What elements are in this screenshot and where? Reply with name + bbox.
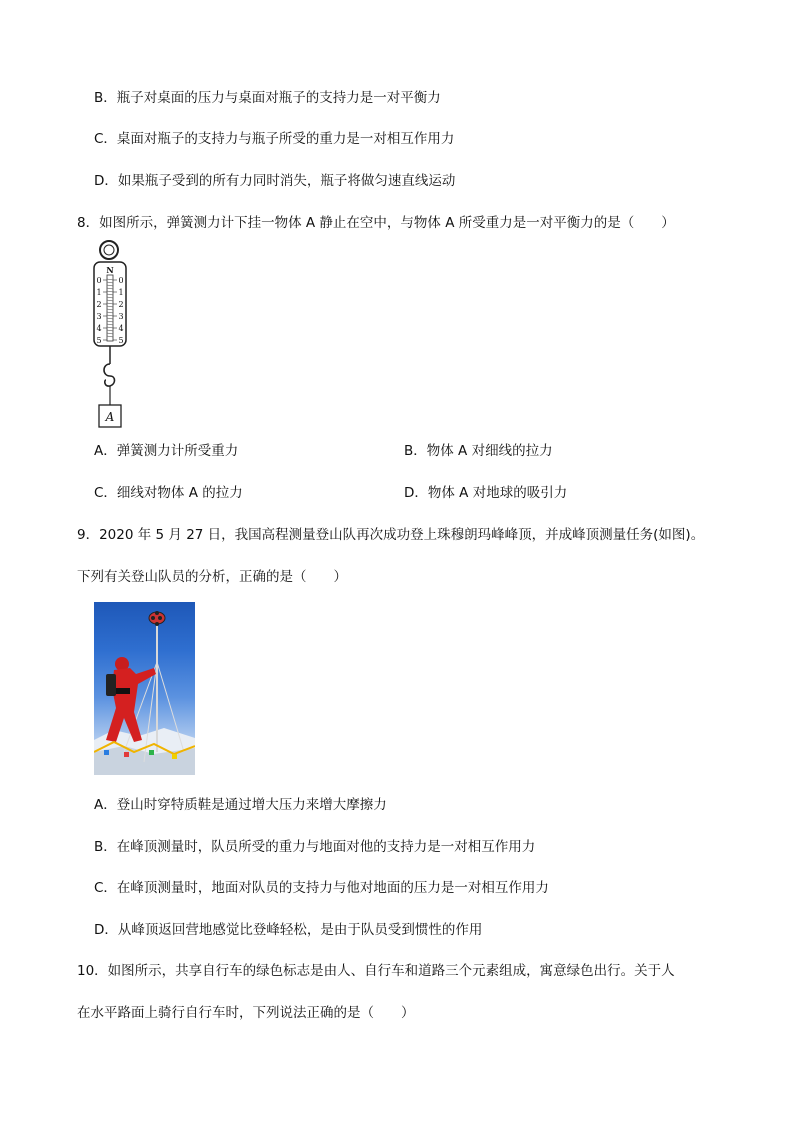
q8-option-a: A．弹簧测力计所受重力: [94, 443, 239, 459]
block-a-label: A: [105, 410, 115, 424]
scale-number: 4: [118, 324, 124, 333]
q9-option-c: C．在峰顶测量时，地面对队员的支持力与他对地面的压力是一对相互作用力: [94, 880, 549, 896]
q9-stem-line2: 下列有关登山队员的分析，正确的是（ ）: [77, 569, 347, 585]
q9-option-d: D．从峰顶返回营地感觉比登峰轻松，是由于队员受到惯性的作用: [94, 922, 483, 938]
q9-stem-line1: 9．2020 年 5 月 27 日，我国高程测量登山队再次成功登上珠穆朗玛峰峰顶，并成峰顶测量任务(如图)。: [77, 527, 705, 543]
q7-option-c: C．桌面对瓶子的支持力与瓶子所受的重力是一对相互作用力: [94, 131, 455, 147]
scale-number: 5: [96, 336, 102, 345]
q8-stem: 8．如图所示，弹簧测力计下挂一物体 A 静止在空中，与物体 A 所受重力是一对平衡力的是（ ）: [77, 215, 675, 231]
q9-option-b: B．在峰顶测量时，队员所受的重力与地面对他的支持力是一对相互作用力: [94, 839, 536, 855]
q8-option-c: C．细线对物体 A 的拉力: [94, 485, 243, 501]
scale-number: 1: [96, 288, 102, 297]
q10-stem-line1: 10．如图所示，共享自行车的绿色标志是由人、自行车和道路三个元素组成，寓意绿色出行。关于人: [77, 963, 675, 979]
q8-option-d: D．物体 A 对地球的吸引力: [404, 485, 568, 501]
q10-stem-line2: 在水平路面上骑行自行车时，下列说法正确的是（ ）: [77, 1005, 415, 1021]
scale-number: 2: [96, 300, 102, 309]
scale-hook: [104, 364, 115, 386]
q7-option-d: D．如果瓶子受到的所有力同时消失，瓶子将做匀速直线运动: [94, 173, 456, 189]
scale-number: 0: [118, 276, 124, 285]
scale-unit-label: N: [106, 265, 114, 275]
scale-number: 0: [96, 276, 102, 285]
scale-number: 2: [118, 300, 124, 309]
spring-scale-figure: [88, 238, 138, 432]
scale-top-ring: [100, 241, 118, 259]
q8-option-b: B．物体 A 对细线的拉力: [404, 443, 553, 459]
everest-summit-photo: [94, 602, 195, 775]
scale-number: 4: [96, 324, 102, 333]
scale-number: 3: [118, 312, 124, 321]
scale-number: 1: [118, 288, 124, 297]
q9-option-a: A．登山时穿特质鞋是通过增大压力来增大摩擦力: [94, 797, 387, 813]
scale-number: 3: [96, 312, 102, 321]
scale-number: 5: [118, 336, 124, 345]
q7-option-b: B．瓶子对桌面的压力与桌面对瓶子的支持力是一对平衡力: [94, 90, 441, 106]
